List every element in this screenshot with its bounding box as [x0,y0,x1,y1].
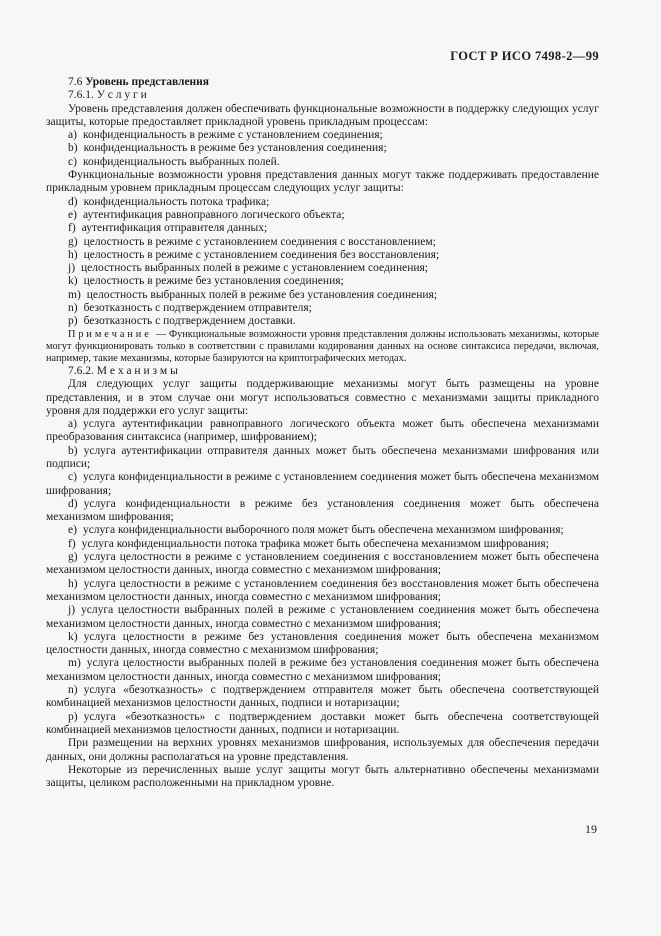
list-item [46,315,599,328]
list-item [46,604,599,631]
subsection-title: У с л у г и [96,89,147,102]
list-item-text: конфиденциальность выбранных полей. [82,155,280,168]
note-block [46,329,599,365]
list-item-label: d) [68,497,78,510]
list-item [46,156,599,169]
list-item-label: h) [68,248,78,261]
list-item [46,249,599,262]
page-number: 19 [585,822,597,836]
section-title: Уровень представления [85,76,210,88]
list-item-label: j) [68,604,76,617]
list-item-label: c) [68,155,77,168]
subsection-heading [46,89,599,102]
list-item-label: m) [68,657,81,670]
list-item [46,578,599,605]
list-item-text: целостность в режиме с установлением соединения с восстановлением; [83,235,436,248]
list-item [46,196,599,209]
list-item [46,418,599,445]
list-item-label: e) [68,524,77,537]
list-item-text: конфиденциальность в режиме без установления соединения; [83,142,387,155]
list-item-label: g) [68,551,78,564]
list-item-label: m) [68,288,81,301]
list-item [46,302,599,315]
list-item [46,129,599,142]
list-item-text: безотказность с подтверждением доставки. [83,315,296,328]
list-item-label: n) [68,302,78,315]
list-item [46,275,599,288]
list-item-text: аутентификация равноправного логического объекта; [82,208,345,221]
list-item-label: b) [68,444,78,457]
list-item [46,631,599,658]
list-item-text: услуга целостности выбранных полей в режиме с установлением соединения может быть обеспечена механизмом целостности данных, иногда совместно с механизмом шифрования; [46,604,599,630]
list-item-label: h) [68,577,78,590]
paragraph: Некоторые из перечисленных выше услуг защиты могут быть альтернативно обеспечены механизмами защиты, целиком расположенными на прикладном уровне. [46,763,599,790]
list-item [46,471,599,498]
list-item-label: a) [68,418,77,431]
list-item-label: k) [68,275,78,288]
list-item-text: конфиденциальность в режиме с установлением соединения; [82,129,383,142]
list-item-label: a) [68,129,77,142]
list-item-label: k) [68,630,78,643]
list-item-text: услуга целостности в режиме без установления соединения может быть обеспечена механизмом целостности данных, иногда совместно с механизмом шифрования; [46,630,599,657]
list-item-label: f) [68,222,76,235]
list-item-text: услуга конфиденциальности в режиме без установления соединения может быть обеспечена механизмом шифрования; [46,497,599,524]
list-item-label: b) [68,142,78,155]
note-label: П р и м е ч а н и е [68,328,149,340]
list-item-label: d) [68,195,78,208]
list-item [46,657,599,684]
paragraph: При размещении на верхних уровнях механизмов шифрования, используемых для обеспечения передачи данных, они должны располагаться на уровне представления. [46,737,599,763]
list-item [46,524,599,537]
list-item-text: конфиденциальность потока трафика; [83,195,270,208]
list-item-text: услуга конфиденциальности в режиме с установлением соединения может быть обеспечена механизмом шифрования; [46,471,599,497]
list-item-text: услуга целостности в режиме с установлением соединения с восстановлением может быть обеспечена механизмом целостности данных, иногда совместно с механизмом шифрования; [46,551,599,577]
list-item-text: услуга аутентификации отправителя данных может быть обеспечена механизмами шифрования или подписи; [46,444,599,470]
list-item [46,498,599,525]
subsection-heading [46,365,599,378]
section-number: 7.6 [68,76,83,88]
list-item-text: услуга целостности в режиме с установлением соединения без восстановления может быть обеспечена механизмом целостности данных, иногда совместно с механизмом шифрования; [46,577,599,603]
list-item [46,289,599,302]
subsection-number: 7.6.2. [68,364,94,377]
list-item-label: p) [68,315,78,328]
list-item-label: c) [68,471,77,484]
list-item-text: услуга аутентификации равноправного логического объекта может быть обеспечена механизмами преобразования синтаксиса (например, шифрованием); [46,418,599,444]
list-item-label: j) [68,262,76,275]
list-item-label: e) [68,208,77,221]
list-item-text: аутентификация отправителя данных; [81,222,268,235]
list-item [46,222,599,235]
subsection-title: М е х а н и з м ы [96,364,178,377]
paragraph: Для следующих услуг защиты поддерживающие механизмы могут быть размещены на уровне представления, и в этом случае они могут использоваться совместно с механизмами защиты прикладного уровня для поддержки его услуг защиты: [46,378,599,417]
paragraph: Функциональные возможности уровня представления данных могут также поддерживать предоставление прикладным уровнем прикладным процессам следующих услуг защиты: [46,169,599,195]
list-item [46,445,599,472]
running-header: ГОСТ Р ИСО 7498-2—99 [450,49,599,63]
list-item-text: услуга «безотказность» с подтверждением доставки может быть обеспечена соответствующей комбинацией механизмов целостности данных, подписи и нотаризации. [46,710,599,736]
list-item [46,538,599,551]
list-item [46,262,599,275]
list-item-label: f) [68,537,76,550]
list-item-text: услуга конфиденциальности потока трафика может быть обеспечена механизмом шифрования; [81,537,549,550]
subsection-number: 7.6.1. [68,89,94,102]
list-item-text: целостность выбранных полей в режиме без установления соединения; [86,288,438,301]
list-item-text: услуга целостности выбранных полей в режиме без установления соединения может быть обеспечена механизмом целостности данных, иногда совместно с механизмом шифрования; [46,657,599,683]
section-heading [46,76,599,89]
list-item [46,711,599,738]
paragraph: Уровень представления должен обеспечивать функциональные возможности в поддержку следующих услуг защиты, которые предоставляет прикладной уровень прикладным процессам: [46,102,599,128]
list-item-text: услуга конфиденциальности выборочного поля может быть обеспечена механизмом шифрования; [82,524,564,537]
note-text: — Функциональные возможности уровня представления должны использовать механизмы, которые могут функционировать только в соответствии с правилами кодирования данных на основе синтаксиса передачи, включая, например, такие механизмы, которые базируются на криптографических методах. [46,328,599,364]
list-item [46,684,599,711]
list-item [46,236,599,249]
list-item [46,551,599,578]
page-content [46,76,599,790]
list-item-label: g) [68,235,78,248]
list-item [46,142,599,155]
list-item-label: p) [68,710,78,723]
list-item-text: целостность в режиме с установлением соединения без восстановления; [83,248,440,261]
list-item-text: услуга «безотказность» с подтверждением отправителя может быть обеспечена соответствующей комбинацией механизмов целостности данных, подписи и нотаризации; [46,684,599,710]
list-item [46,209,599,222]
list-item-text: целостность выбранных полей в режиме с установлением соединения; [81,262,428,275]
list-item-text: безотказность с подтверждением отправителя; [83,302,312,315]
list-item-text: целостность в режиме без установления соединения; [83,275,344,288]
list-item-label: n) [68,684,78,697]
